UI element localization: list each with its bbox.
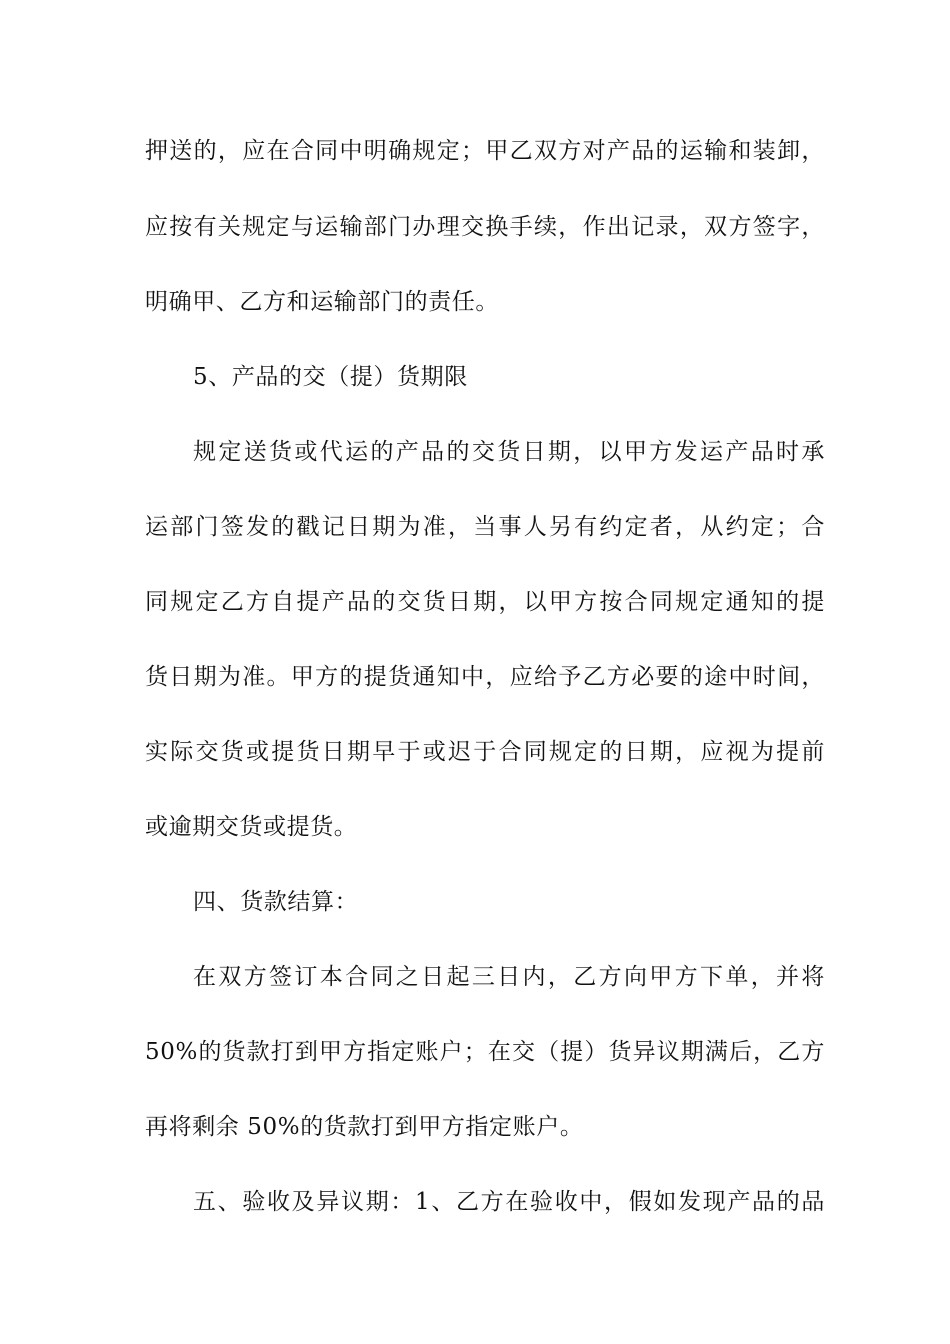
paragraph-line: 应按有关规定与运输部门办理交换手续，作出记录，双方签字， xyxy=(145,214,825,240)
paragraph-line: 货日期为准。甲方的提货通知中，应给予乙方必要的途中时间， xyxy=(145,664,825,690)
section-heading: 四、货款结算： xyxy=(193,889,359,915)
section-heading: 五、验收及异议期：1、乙方在验收中，假如发现产品的品 xyxy=(193,1189,825,1215)
paragraph-line: 50%的货款打到甲方指定账户；在交（提）货异议期满后，乙方 xyxy=(145,1039,825,1065)
paragraph-line: 或逾期交货或提货。 xyxy=(145,814,358,840)
paragraph-line: 在双方签订本合同之日起三日内，乙方向甲方下单，并将 xyxy=(193,964,825,990)
section-heading: 5、产品的交（提）货期限 xyxy=(193,364,468,390)
paragraph-line: 运部门签发的戳记日期为准，当事人另有约定者，从约定；合 xyxy=(145,514,825,540)
paragraph-line: 押送的，应在合同中明确规定；甲乙双方对产品的运输和装卸， xyxy=(145,138,825,164)
paragraph-line: 再将剩余 50%的货款打到甲方指定账户。 xyxy=(145,1114,584,1140)
paragraph-line: 同规定乙方自提产品的交货日期，以甲方按合同规定通知的提 xyxy=(145,589,825,615)
paragraph-line: 实际交货或提货日期早于或迟于合同规定的日期，应视为提前 xyxy=(145,739,825,765)
paragraph-line: 规定送货或代运的产品的交货日期，以甲方发运产品时承 xyxy=(193,439,825,465)
paragraph-line: 明确甲、乙方和运输部门的责任。 xyxy=(145,289,499,315)
